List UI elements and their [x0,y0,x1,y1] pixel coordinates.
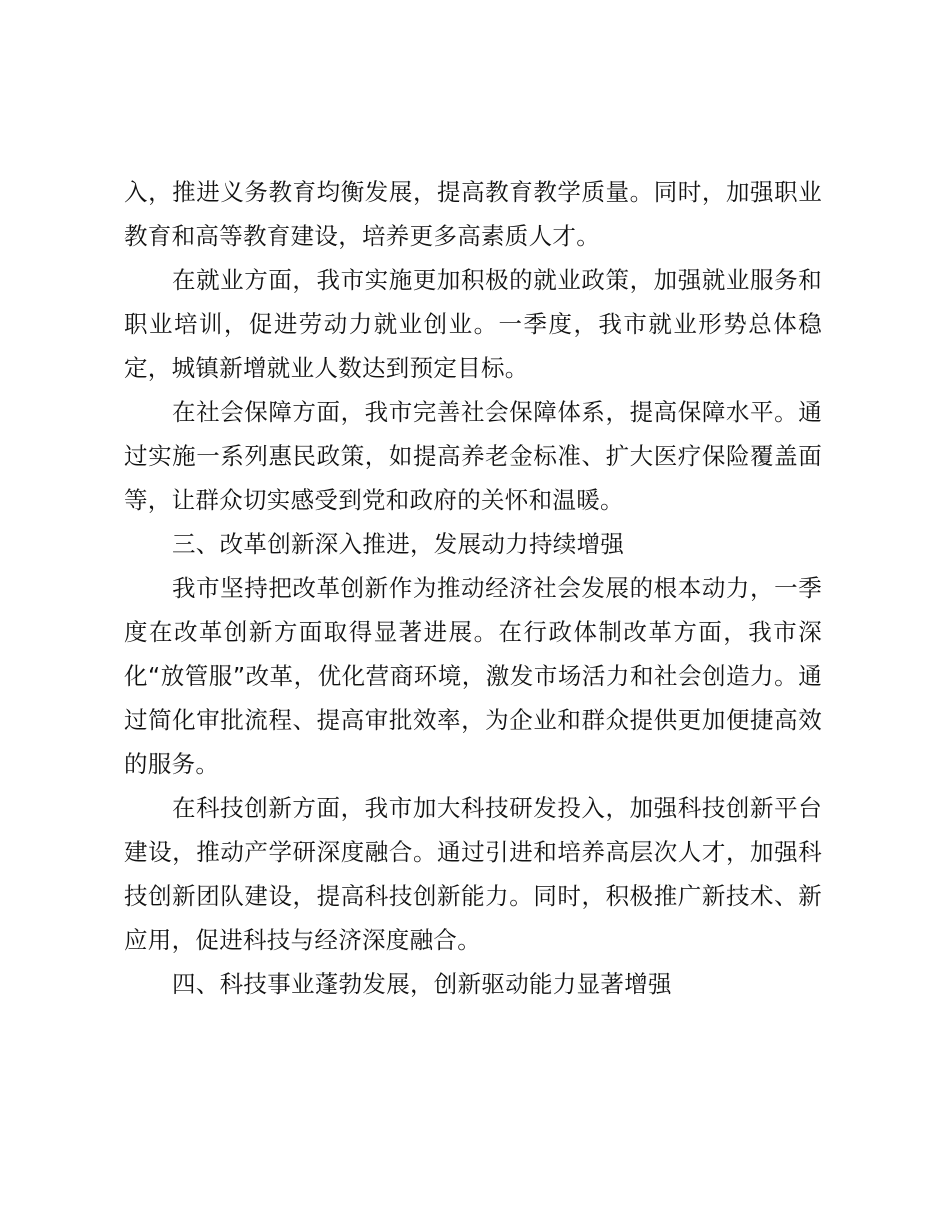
section-heading-reform-innovation: 三、改革创新深入推进，发展动力持续增强 [172,530,625,558]
section-heading-science-technology: 四、科技事业蓬勃发展，创新驱动能力显著增强 [172,970,672,998]
paragraph-tech-innovation: 在科技创新方面，我市加大科技研发投入，加强科技创新平台建设，推动产学研深度融合。通过引进和培养高层次人才，加强科技创新团队建设，提高科技创新能力。同时，积极推广新技术、新应用，促进科技与经济深度融合。 [124,794,822,954]
paragraph-education-continuation: 入，推进义务教育均衡发展，提高教育教学质量。同时，加强职业教育和高等教育建设，培养更多高素质人才。 [124,178,822,250]
paragraph-employment: 在就业方面，我市实施更加积极的就业政策，加强就业服务和职业培训，促进劳动力就业创业。一季度，我市就业形势总体稳定，城镇新增就业人数达到预定目标。 [124,266,822,382]
paragraph-social-security: 在社会保障方面，我市完善社会保障体系，提高保障水平。通过实施一系列惠民政策，如提高养老金标准、扩大医疗保险覆盖面等，让群众切实感受到党和政府的关怀和温暖。 [124,398,822,514]
paragraph-administrative-reform: 我市坚持把改革创新作为推动经济社会发展的根本动力，一季度在改革创新方面取得显著进展。在行政体制改革方面，我市深化“放管服”改革，优化营商环境，激发市场活力和社会创造力。通过简化审批流程、提高审批效率，为企业和群众提供更加便捷高效的服务。 [124,574,822,778]
document-body [124,170,822,1006]
